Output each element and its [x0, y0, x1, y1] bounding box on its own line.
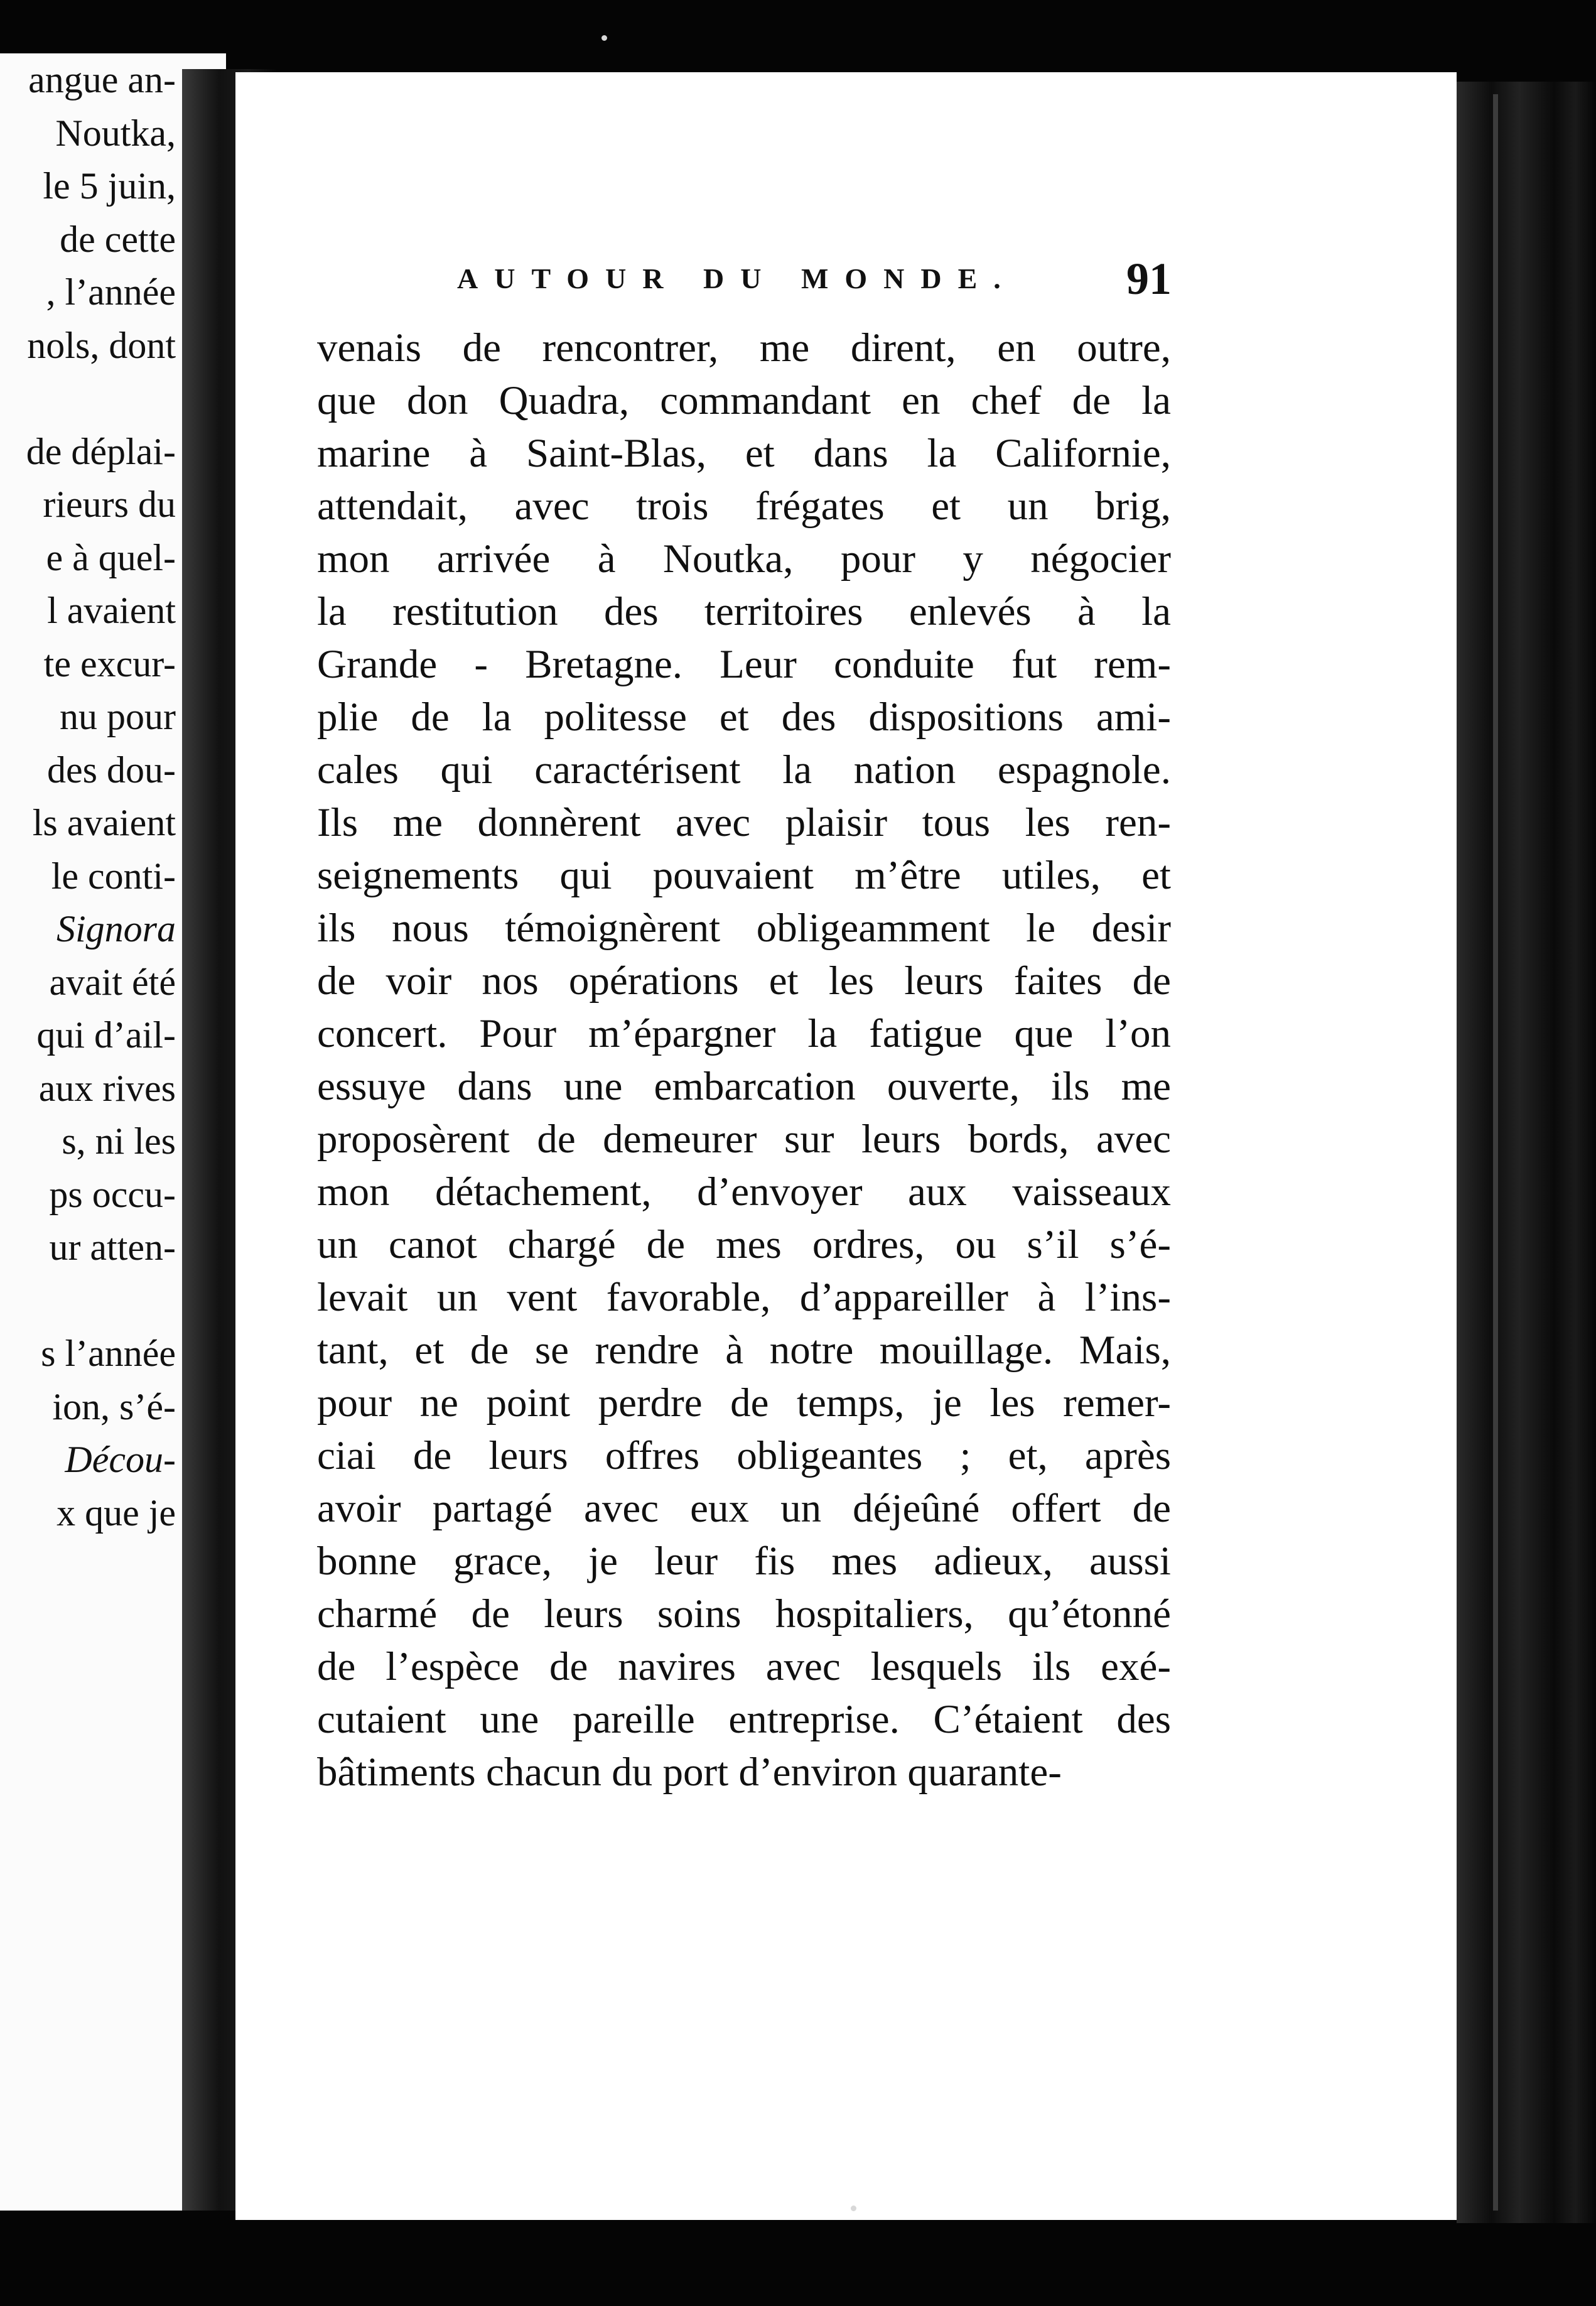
- facing-page-line: e à quel-: [46, 536, 176, 578]
- facing-page-line: avait été: [49, 961, 176, 1003]
- text-line: avoir partagé avec eux un déjeûné offert de: [317, 1486, 1171, 1531]
- facing-page-line: s, ni les: [62, 1120, 176, 1162]
- facing-page-line: ls avaient: [32, 802, 176, 843]
- facing-page-line: le conti-: [51, 855, 176, 897]
- text-line: levait un vent favorable, d’appareiller à l’ins-: [317, 1275, 1171, 1320]
- facing-page-line: ion, s’é-: [52, 1385, 176, 1427]
- text-line: ils nous témoignèrent obligeamment le desir: [317, 906, 1171, 951]
- text-line: concert. Pour m’épargner la fatigue que l’on: [317, 1011, 1171, 1056]
- facing-page-line: te excur-: [43, 642, 176, 685]
- text-line: un canot chargé de mes ordres, ou s’il s’é-: [317, 1222, 1171, 1267]
- text-line: Ils me donnèrent avec plaisir tous les ren-: [317, 800, 1171, 845]
- text-line: que don Quadra, commandant en chef de la: [317, 378, 1171, 423]
- facing-page-line: nols, dont: [27, 324, 176, 366]
- text-line: charmé de leurs soins hospitaliers, qu’étonné: [317, 1591, 1171, 1637]
- facing-page-text: [0, 53, 176, 1539]
- text-line: Grande - Bretagne. Leur conduite fut rem-: [317, 642, 1171, 687]
- facing-page-line: Noutka,: [55, 112, 176, 154]
- text-line: essuye dans une embarcation ouverte, ils me: [317, 1064, 1171, 1109]
- facing-page-line: ur atten-: [49, 1226, 176, 1268]
- text-line: venais de rencontrer, me dirent, en outre,: [317, 325, 1171, 371]
- facing-page-line: de cette: [60, 218, 176, 260]
- scan-speck: [601, 35, 607, 41]
- facing-page-line: [0, 372, 176, 425]
- text-line: pour ne point perdre de temps, je les remer-: [317, 1380, 1171, 1426]
- text-line: seignements qui pouvaient m’être utiles, et: [317, 853, 1171, 898]
- text-line: mon détachement, d’envoyer aux vaisseaux: [317, 1169, 1171, 1215]
- facing-page-line: x que je: [57, 1491, 176, 1534]
- text-line: plie de la politesse et des dispositions ami-: [317, 695, 1171, 740]
- facing-page-line: aux rives: [38, 1067, 176, 1109]
- facing-page-line: ps occu-: [49, 1173, 176, 1215]
- text-line: bonne grace, je leur fis mes adieux, aussi: [317, 1539, 1171, 1584]
- facing-page-line: nu pour: [60, 696, 176, 737]
- text-line: mon arrivée à Noutka, pour y négocier: [317, 536, 1171, 582]
- body-text: [317, 322, 1171, 1799]
- facing-page-line: angue an-: [28, 59, 176, 100]
- page-edge-line: [1493, 94, 1498, 2211]
- facing-page-line: , l’année: [46, 271, 176, 313]
- page-number: 91: [1126, 254, 1172, 304]
- text-line: cales qui caractérisent la nation espagnole.: [317, 747, 1171, 793]
- facing-page-line: des dou-: [47, 749, 176, 791]
- page-edge-shadow: [1457, 82, 1596, 2223]
- facing-page-line: l avaient: [47, 590, 176, 631]
- text-line: marine à Saint-Blas, et dans la Californie,: [317, 431, 1171, 476]
- facing-page-line: qui d’ail-: [36, 1014, 176, 1056]
- text-line: attendait, avec trois frégates et un brig,: [317, 484, 1171, 529]
- facing-page-line: [0, 1274, 176, 1328]
- text-line: bâtiments chacun du port d’environ quarante-: [317, 1750, 1062, 1795]
- facing-page-line: le 5 juin,: [43, 165, 176, 207]
- text-line: cutaient une pareille entreprise. C’étaient des: [317, 1697, 1171, 1742]
- facing-page-line: de déplai-: [26, 430, 176, 472]
- text-line: de l’espèce de navires avec lesquels ils exé-: [317, 1644, 1171, 1689]
- text-line: de voir nos opérations et les leurs faites de: [317, 958, 1171, 1004]
- text-line: tant, et de se rendre à notre mouillage. Mais,: [317, 1328, 1171, 1373]
- facing-page-line: rieurs du: [43, 484, 176, 525]
- page-header: [457, 248, 1172, 305]
- running-head: AUTOUR DU MONDE.: [457, 263, 1017, 295]
- scan-speck: [851, 2206, 856, 2211]
- facing-page-line: Signora: [56, 908, 176, 950]
- facing-page-line: Décou-: [65, 1439, 176, 1480]
- facing-page-line: s l’année: [41, 1333, 176, 1374]
- text-line: ciai de leurs offres obligeantes ; et, après: [317, 1433, 1171, 1478]
- text-line: la restitution des territoires enlevés à la: [317, 589, 1171, 634]
- text-line: proposèrent de demeurer sur leurs bords, avec: [317, 1117, 1171, 1162]
